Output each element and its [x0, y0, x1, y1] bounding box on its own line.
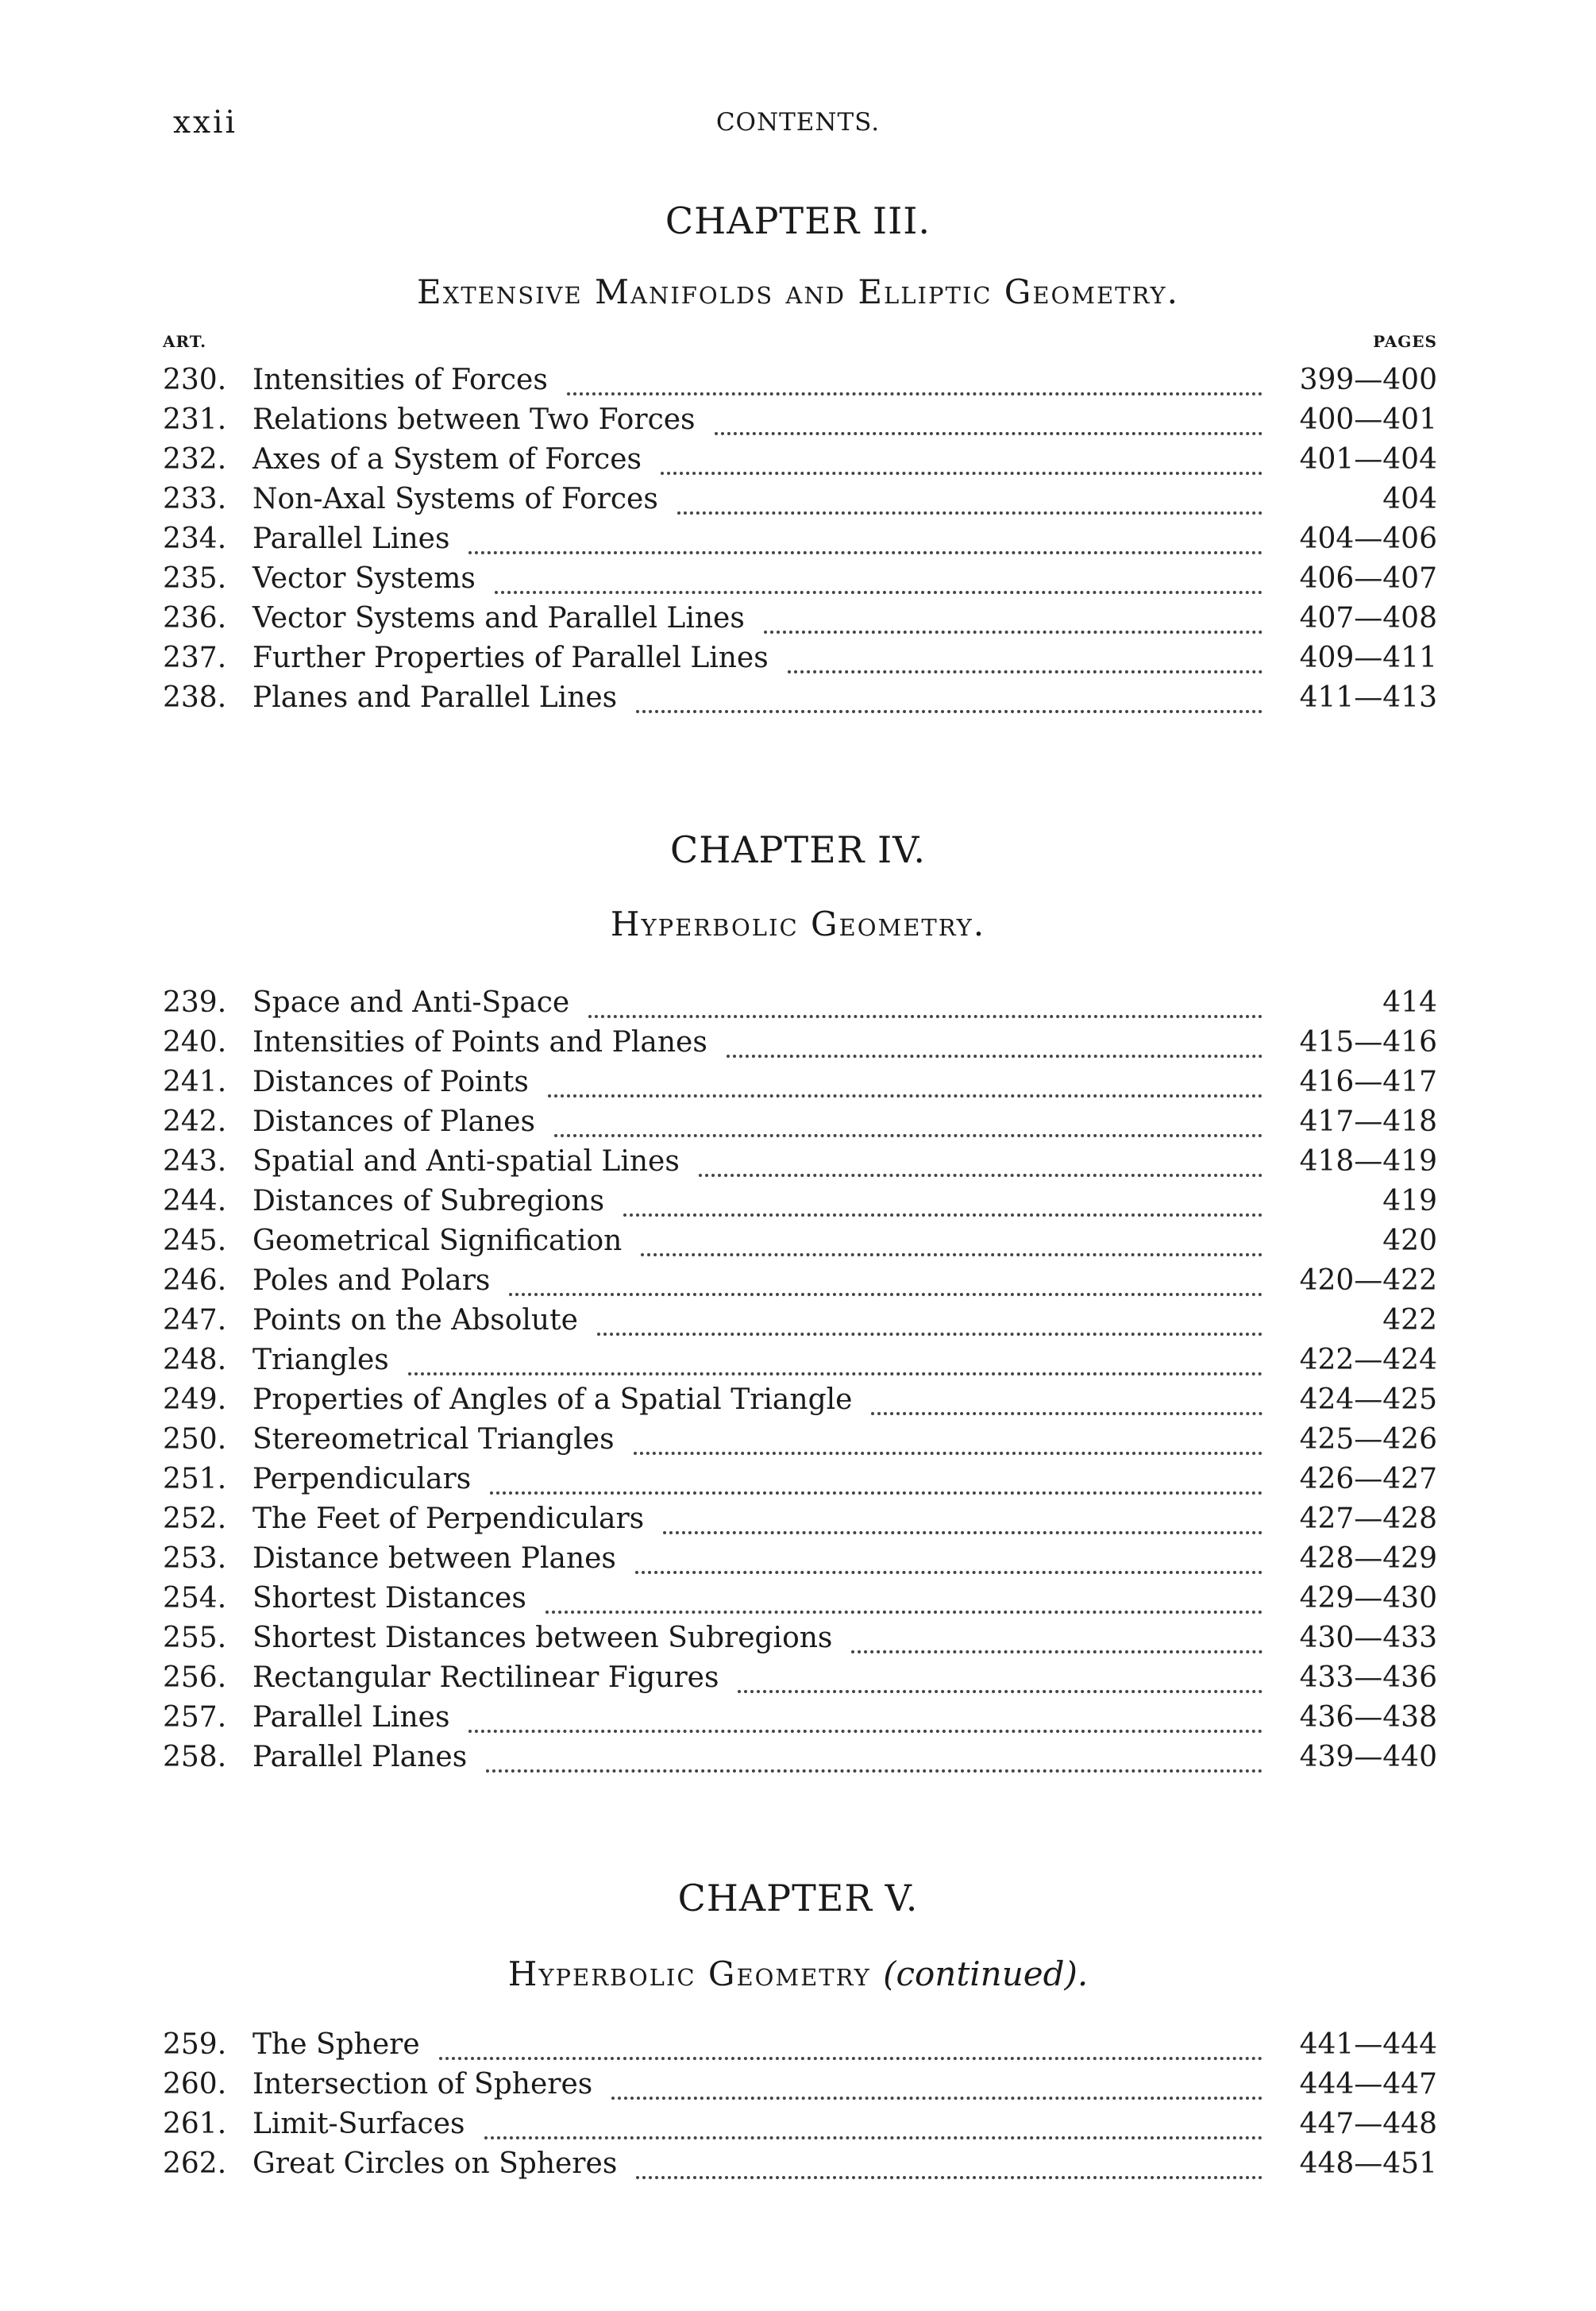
entry-title: Relations between Two Forces [253, 403, 696, 436]
article-number: 256. [163, 1661, 227, 1694]
dot-leader [636, 2144, 1263, 2179]
page-range: 422 [1382, 1304, 1437, 1337]
entry-title: Perpendiculars [253, 1463, 472, 1495]
page-range: 400—401 [1299, 403, 1437, 436]
chapter-3 [0, 197, 1596, 718]
page-range: 439—440 [1299, 1741, 1437, 1773]
dot-leader [635, 1539, 1263, 1574]
contents-entry [0, 1460, 1596, 1499]
article-number: 251. [163, 1463, 227, 1495]
article-number: 248. [163, 1344, 227, 1376]
chapter-subtitle: Extensive Manifolds and Elliptic Geometry. [417, 272, 1179, 311]
dot-leader [597, 1301, 1263, 1336]
chapter-4 [0, 826, 1596, 1777]
entry-title: Triangles [253, 1344, 389, 1376]
entry-title: The Feet of Perpendiculars [253, 1503, 645, 1535]
page-range: 407—408 [1299, 602, 1437, 635]
dot-leader [677, 480, 1263, 515]
article-number: 242. [163, 1105, 227, 1138]
dot-leader [468, 519, 1263, 554]
dot-leader [851, 1618, 1263, 1653]
contents-entry [0, 1539, 1596, 1579]
chapter-subtitle: Hyperbolic Geometry. [610, 905, 986, 943]
page-range: 420—422 [1299, 1264, 1437, 1297]
entry-title: Parallel Lines [253, 523, 450, 555]
page-range: 429—430 [1299, 1582, 1437, 1615]
contents-entry [0, 1658, 1596, 1698]
article-number: 262. [163, 2147, 227, 2180]
dot-leader [661, 440, 1263, 475]
contents-entry [0, 1221, 1596, 1261]
page-range: 433—436 [1299, 1661, 1437, 1694]
contents-entry [0, 1102, 1596, 1142]
dot-leader [634, 1420, 1263, 1455]
entry-title: Stereometrical Triangles [253, 1423, 615, 1456]
article-number: 250. [163, 1423, 227, 1456]
entry-title: Rectangular Rectilinear Figures [253, 1661, 719, 1694]
contents-entry [0, 400, 1596, 440]
pages-column-header: PAGES [1373, 332, 1437, 351]
contents-entry [0, 559, 1596, 599]
page-range: 399—400 [1299, 364, 1437, 396]
contents-entry [0, 480, 1596, 519]
page-range: 425—426 [1299, 1423, 1437, 1456]
article-number: 257. [163, 1701, 227, 1734]
entry-title: Shortest Distances [253, 1582, 526, 1615]
dot-leader [663, 1499, 1263, 1534]
dot-leader [490, 1460, 1263, 1495]
article-number: 231. [163, 403, 227, 436]
dot-leader [509, 1261, 1263, 1296]
article-number: 246. [163, 1264, 227, 1297]
entry-title: Great Circles on Spheres [253, 2147, 618, 2180]
chapter-title: CHAPTER III. [665, 199, 931, 242]
entry-title: Vector Systems and Parallel Lines [253, 602, 745, 635]
article-number: 240. [163, 1026, 227, 1059]
dot-leader [738, 1658, 1263, 1693]
contents-entry [0, 2065, 1596, 2105]
chapter-subtitle-main: Hyperbolic Geometry [507, 1954, 871, 1993]
article-number: 237. [163, 642, 227, 674]
page-range: 424—425 [1299, 1383, 1437, 1416]
entry-title: Shortest Distances between Subregions [253, 1622, 833, 1654]
article-number: 259. [163, 2028, 227, 2061]
dot-leader [715, 400, 1263, 435]
article-number: 249. [163, 1383, 227, 1416]
entry-title: Spatial and Anti-spatial Lines [253, 1145, 680, 1178]
article-number: 260. [163, 2068, 227, 2101]
dot-leader [611, 2065, 1263, 2100]
dot-leader [439, 2025, 1263, 2060]
entry-title: Intensities of Forces [253, 364, 548, 396]
contents-entry [0, 2025, 1596, 2065]
page-range: 417—418 [1299, 1105, 1437, 1138]
contents-entry [0, 1063, 1596, 1102]
contents-entry [0, 599, 1596, 639]
contents-entry [0, 1579, 1596, 1618]
entry-title: Vector Systems [253, 562, 476, 595]
contents-entry [0, 1301, 1596, 1341]
article-number: 230. [163, 364, 227, 396]
article-number: 255. [163, 1622, 227, 1654]
entry-title: Intersection of Spheres [253, 2068, 593, 2101]
contents-entry [0, 1023, 1596, 1063]
entry-title: Space and Anti-Space [253, 986, 570, 1019]
entry-title: Points on the Absolute [253, 1304, 578, 1337]
page-range: 436—438 [1299, 1701, 1437, 1734]
contents-entry [0, 361, 1596, 400]
contents-entry [0, 2105, 1596, 2144]
page-range: 441—444 [1299, 2028, 1437, 2061]
contents-entry [0, 1420, 1596, 1460]
dot-leader [548, 1063, 1263, 1098]
entry-title: Intensities of Points and Planes [253, 1026, 707, 1059]
contents-entry [0, 1380, 1596, 1420]
dot-leader [554, 1102, 1263, 1137]
page-range: 427—428 [1299, 1503, 1437, 1535]
entry-title: Properties of Angles of a Spatial Triangle [253, 1383, 853, 1416]
entry-title: Planes and Parallel Lines [253, 681, 618, 714]
contents-entry [0, 1618, 1596, 1658]
page-range: 448—451 [1299, 2147, 1437, 2180]
art-column-header: ART. [163, 332, 207, 351]
dot-leader [588, 983, 1263, 1018]
article-number: 253. [163, 1542, 227, 1575]
page-header [0, 105, 1596, 152]
article-number: 232. [163, 443, 227, 476]
contents-list [0, 2025, 1596, 2184]
page-range: 404—406 [1299, 523, 1437, 555]
contents-entry [0, 1499, 1596, 1539]
dot-leader [486, 1738, 1263, 1773]
dot-leader [764, 599, 1263, 634]
dot-leader [699, 1142, 1263, 1177]
page-range: 447—448 [1299, 2108, 1437, 2140]
article-number: 247. [163, 1304, 227, 1337]
chapter-5 [0, 1874, 1596, 2184]
dot-leader [788, 639, 1263, 673]
page-range: 416—417 [1299, 1066, 1437, 1098]
dot-leader [484, 2105, 1263, 2139]
dot-leader [871, 1380, 1263, 1415]
contents-list [0, 983, 1596, 1777]
contents-entry [0, 1738, 1596, 1777]
contents-entry [0, 519, 1596, 559]
article-number: 244. [163, 1185, 227, 1217]
contents-entry [0, 440, 1596, 480]
chapter-subtitle [0, 1950, 1596, 1998]
column-headers [0, 332, 1596, 353]
contents-entry [0, 1261, 1596, 1301]
page-range: 444—447 [1299, 2068, 1437, 2101]
contents-entry [0, 983, 1596, 1023]
page-range: 415—416 [1299, 1026, 1437, 1059]
article-number: 236. [163, 602, 227, 635]
chapter-title: CHAPTER IV. [670, 828, 926, 871]
page-range: 411—413 [1299, 681, 1437, 714]
dot-leader [408, 1341, 1263, 1375]
dot-leader [623, 1182, 1263, 1217]
article-number: 245. [163, 1225, 227, 1257]
contents-entry [0, 639, 1596, 678]
article-number: 252. [163, 1503, 227, 1535]
article-number: 235. [163, 562, 227, 595]
entry-title: Parallel Planes [253, 1741, 468, 1773]
chapter-subtitle-suffix: (continued). [883, 1954, 1089, 1993]
article-number: 238. [163, 681, 227, 714]
contents-entry [0, 1182, 1596, 1221]
page-range: 426—427 [1299, 1463, 1437, 1495]
page-range: 422—424 [1299, 1344, 1437, 1376]
article-number: 261. [163, 2108, 227, 2140]
page-range: 404 [1382, 483, 1437, 515]
dot-leader [545, 1579, 1263, 1614]
entry-title: Distances of Planes [253, 1105, 535, 1138]
dot-leader [495, 559, 1263, 594]
page-number: xxii [173, 105, 237, 141]
contents-entry [0, 2144, 1596, 2184]
entry-title: Poles and Polars [253, 1264, 491, 1297]
dot-leader [727, 1023, 1263, 1058]
entry-title: Distances of Points [253, 1066, 529, 1098]
page-range: 420 [1382, 1225, 1437, 1257]
page-range: 418—419 [1299, 1145, 1437, 1178]
entry-title: The Sphere [253, 2028, 420, 2061]
entry-title: Distances of Subregions [253, 1185, 605, 1217]
chapter-title: CHAPTER V. [677, 1877, 919, 1919]
page-range: 409—411 [1299, 642, 1437, 674]
dot-leader [641, 1221, 1263, 1256]
page-range: 419 [1382, 1185, 1437, 1217]
article-number: 241. [163, 1066, 227, 1098]
contents-entry [0, 1341, 1596, 1380]
article-number: 233. [163, 483, 227, 515]
page-range: 414 [1382, 986, 1437, 1019]
article-number: 254. [163, 1582, 227, 1615]
entry-title: Non-Axal Systems of Forces [253, 483, 658, 515]
running-title: CONTENTS. [715, 108, 881, 137]
entry-title: Geometrical Signification [253, 1225, 623, 1257]
contents-entry [0, 1142, 1596, 1182]
dot-leader [468, 1698, 1263, 1733]
contents-list [0, 361, 1596, 718]
dot-leader [567, 361, 1263, 395]
article-number: 239. [163, 986, 227, 1019]
contents-entry [0, 1698, 1596, 1738]
page-range: 401—404 [1299, 443, 1437, 476]
contents-entry [0, 678, 1596, 718]
dot-leader [636, 678, 1263, 713]
article-number: 234. [163, 523, 227, 555]
entry-title: Distance between Planes [253, 1542, 616, 1575]
page-range: 430—433 [1299, 1622, 1437, 1654]
entry-title: Axes of a System of Forces [253, 443, 642, 476]
entry-title: Parallel Lines [253, 1701, 450, 1734]
entry-title: Limit-Surfaces [253, 2108, 465, 2140]
page-range: 406—407 [1299, 562, 1437, 595]
page-range: 428—429 [1299, 1542, 1437, 1575]
entry-title: Further Properties of Parallel Lines [253, 642, 769, 674]
article-number: 243. [163, 1145, 227, 1178]
article-number: 258. [163, 1741, 227, 1773]
